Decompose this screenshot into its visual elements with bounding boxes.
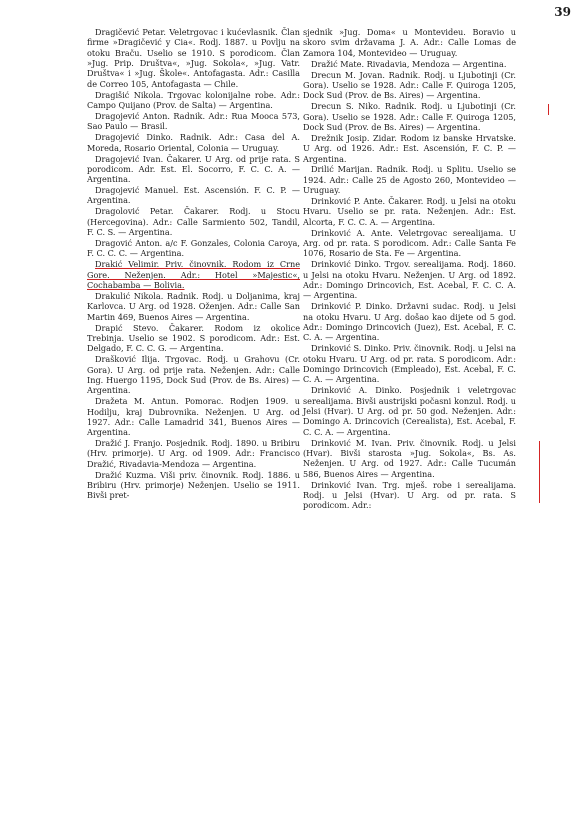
entry-dragicevic-petar: Dragičević Petar. Veletrgovac i kućevlasnik. Član firme »Dragičević y Cia«. Rodj. 1887. u Povlju na otoku Braču. Uselio se 1910. S porodicom. Član »Jug. Prip. Društva«, »Jug. Sokola«, »Jug. Vatr. Društva« i »Jug. Škole«. Antofagasta. Adr.: Casilla de Correo 105, Antofagasta — Chile. bbox=[87, 27, 300, 89]
entry-dragolovic-petar: Dragolović Petar. Čakarer. Rodj. u Stocu (Hercegovina). Adr.: Calle Sarmiento 502, Tandil, F. C. S. — Argentina. bbox=[87, 206, 300, 238]
entry-drazic-franjo: Dražić J. Franjo. Posjednik. Rodj. 1890. u Bribiru (Hrv. primorje). U Arg. od 1909. Adr.: Francisco Dražić, Rivadavia-Mendoza — Argentina. bbox=[87, 438, 300, 469]
entry-dragisic-nikola: Dragišić Nikola. Trgovac kolonijalne robe. Adr.: Campo Quijano (Prov. de Salta) — Argentina. bbox=[87, 89, 300, 110]
entry-dragojevic-manuel: Dragojević Manuel. Est. Ascensión. F. C. P. — Argentina. bbox=[87, 185, 300, 206]
entry-continuation: sjednik »Jug. Doma« u Montevideu. Boravio u skoro svim državama J. A. Adr.: Calle Lomas de Zamora 104, Montevideo — Uruguay. bbox=[303, 27, 516, 58]
page-number: 39 bbox=[554, 5, 571, 19]
left-column bbox=[87, 27, 300, 501]
entry-dragojevic-anton: Dragojević Anton. Radnik. Adr.: Rua Mooca 573, Sao Paulo — Brasil. bbox=[87, 110, 300, 132]
entry-drinkovic-p-dinko: Drinković P. Dinko. Državni sudac. Rodj. u Jelsi na otoku Hvaru. U Arg. došao kao dijete od 5 god. Adr.: Domingo Drincovich (Juez), Est. Acebal, F. C. C. A. — Argentina. bbox=[303, 301, 516, 343]
entry-drazic-mate: Dražić Mate. Rivadavia, Mendoza — Argentina. bbox=[311, 58, 507, 69]
red-margin-bracket bbox=[539, 441, 540, 503]
entry-drinkovic-p-ante: Drinković P. Ante. Čakarer. Rodj. u Jelsi na otoku Hvaru. Uselio se pr. rata. Neženjen. Adr.: Est. Alcorta, F. C. C. A. — Argentina. bbox=[303, 196, 516, 227]
entry-dragojevic-ivan: Dragojević Ivan. Čakarer. U Arg. od prije rata. S porodicom. Adr. Est. El. Socorro, F. C. C. A. — Argentina. bbox=[87, 153, 300, 185]
entry-drinkovic-a-ante: Drinković A. Ante. Veletrgovac serealijama. U Arg. od pr. rata. S porodicom. Adr.: Calle Santa Fe 1076, Rosario de Sta. Fe — Argentina. bbox=[303, 227, 516, 259]
entry-dragovic-anton: Dragović Anton. a/c F. Gonzales, Colonia Caroya, F. C. C. C. — Argentina. bbox=[87, 238, 300, 259]
right-column bbox=[303, 27, 516, 511]
entry-drakic-velimir: Drakić Velimir. Priv. činovnik. Rodom iz Crne Gore. Neženjen. Adr.: Hotel »Majestic«, Cochabamba — Bolivia. bbox=[87, 259, 300, 290]
entry-drinkovic-s-dinko: Drinković S. Dinko. Priv. činovnik. Rodj. u Jelsi na otoku Hvaru. U Arg. od pr. rata. S porodicom. Adr.: Domingo Drincovich (Empleado), Est. Acebal, F. C. C. A. — Argentina. bbox=[303, 343, 516, 385]
entry-drinkovic-dinko: Drinković Dinko. Trgov. serealijama. Rodj. 1860. u Jelsi na otoku Hvaru. Neženjen. U Arg. od 1892. Adr.: Domingo Drincovich, Est. Acebal, F. C. C. A. — Argentina. bbox=[303, 259, 516, 301]
entry-drilic-marijan: Drilić Marijan. Radnik. Rodj. u Splitu. Uselio se 1924. Adr.: Calle 25 de Agosto 260, Montevideo — Uruguay. bbox=[303, 164, 516, 196]
entry-drecun-jovan: Drecun M. Jovan. Radnik. Rodj. u Ljubotinji (Cr. Gora). Uselio se 1928. Adr.: Calle F. Quiroga 1205, Dock Sud (Prov. de Bs. Aires) — Argentina. bbox=[303, 69, 516, 101]
entry-dreznik-josip: Drežnik Josip. Zidar. Rodom iz banske Hrvatske. U Arg. od 1926. Adr.: Est. Ascensión, F. C. P. — Argentina. bbox=[303, 132, 516, 164]
entry-draskovic-ilija: Drašković Ilija. Trgovac. Rodj. u Grahovu (Cr. Gora). U Arg. od prije rata. Neženjen. Adr.: Calle Ing. Huergo 1195, Dock Sud (Prov. de Bs. Aires) — Argentina. bbox=[87, 354, 300, 396]
entry-drazeta-antun: Dražeta M. Antun. Pomorac. Rodjen 1909. u Hodilju, kraj Dubrovnika. Neženjen. U Arg. od 1927. Adr.: Calle Lamadrid 341, Buenos Aires — Argentina. bbox=[87, 396, 300, 438]
entry-drinkovic-ivan: Drinković Ivan. Trg. mješ. robe i serealijama. Rodj. u Jelsi (Hvar). U Arg. od pr. rata. S porodicom. Adr.: bbox=[303, 479, 516, 511]
entry-dragojevic-dinko: Dragojević Dinko. Radnik. Adr.: Casa del A. Moreda, Rosario Oriental, Colonia — Uruguay. bbox=[87, 132, 300, 153]
entry-drinkovic-m-ivan: Drinković M. Ivan. Priv. činovnik. Rodj. u Jelsi (Hvar). Bivši starosta »Jug. Sokola«, Bs. As. Neženjen. U Arg. od 1927. Adr.: Calle Tucumán 586, Buenos Aires — Argentina. bbox=[303, 437, 516, 479]
entry-drecun-niko: Drecun S. Niko. Radnik. Rodj. u Ljubotinji (Cr. Gora). Uselio se 1928. Adr.: Calle F. Quiroga 1205, Dock Sud (Prov. de Bs. Aires) — Argentina. bbox=[303, 101, 516, 132]
entry-drapic-stevo: Drapić Stevo. Čakarer. Rodom iz okolice Trebinja. Uselio se 1902. S porodicom. Adr.: Est. Delgado, F. C. C. G. — Argentina. bbox=[87, 322, 300, 354]
red-margin-mark bbox=[548, 104, 549, 115]
entry-drakulic-nikola: Drakulić Nikola. Radnik. Rodj. u Doljanima, kraj Karlovca. U Arg. od 1928. Oženjen. Adr.: Calle San Martin 469, Buenos Aires — Argentina. bbox=[87, 290, 300, 322]
entry-drazic-kuzma: Dražić Kuzma. Viši priv. činovnik. Rodj. 1886. u Bribiru (Hrv. primorje) Neženjen. Uselio se 1911. Bivši pret- bbox=[87, 469, 300, 501]
entry-drinkovic-a-dinko: Drinković A. Dinko. Posjednik i veletrgovac serealijama. Bivši austrijski počasni konzul. Rodj. u Jelsi (Hvar). U Arg. od pr. 50 god. Neženjen. Adr.: Domingo A. Drincovich (Cerealista), Est. Acebal, F. C. C. A. — Argentina. bbox=[303, 385, 516, 437]
